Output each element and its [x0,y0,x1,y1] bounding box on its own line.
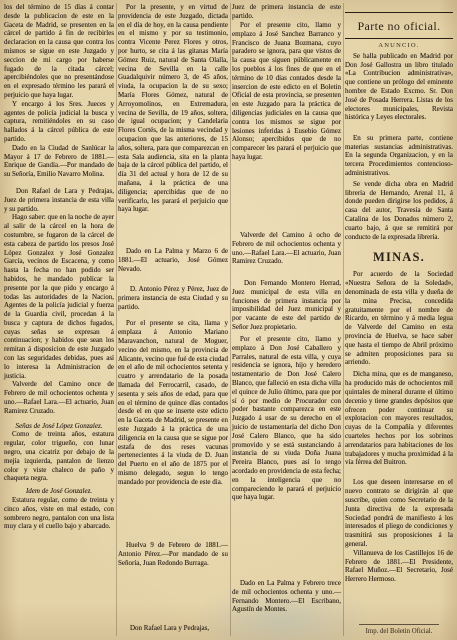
description-title: Señas de José López Gonzalez. [15,421,103,430]
edict-header: D. Antonio Pérez y Pérez, Juez de primera instancia de esta Ciudad y su partido. [118,285,228,311]
imprint-line: Imp. del Boletin Oficial. [365,628,433,636]
mines-paragraph: Los que deseen interesarse en el nuevo contrato se dirigirán al que suscribe, quien como Secretario de la Junta directiva de la expresada Sociedad pondrá de manifiesto á los interesados el pliego de condiciones y trasmitirá sus proposiciones á la general. [345,478,453,548]
column-rule-3 [343,3,344,636]
notice-paragraph: Se vende dicha obra en Madrid librería de Hernando, Arenal 11, á donde pueden dirigirse los pedidos, á casa del autor, Travesía de Santa Catalina de los Donados número 2, cuarto bajo, á que se remitirá por conducto de la expresada librería. [345,179,453,241]
notice-title: ANUNCIO. [378,42,420,49]
description-text: Como de treinta años, estatura regular, color trigueño, con lunar negro, una cicatriz por debajo de la mejía izquierda, pantalon de lienzo color y viste chaleco de paño y chaqueta negra. [4,430,114,483]
edict-signature: Valverde del Camino once de Febrero de mil ochocientos ochenta y uno.—Rafael Lara.—El actuario, Juan Ramirez Cruzado. [4,380,114,415]
mines-title: MINAS. [373,250,425,265]
mines-paragraph: Dicha mina, que es de manganeso, ha producido más de ochocientos mil quintales de mineral durante el último decenio y tiene grandes depósitos que ofrecen poder continuar su explotacion con mayores resultados, cuyas de la Compañía y diferentes cuarteles hechos por los sobrinos arrendatarios para habitaciones de los trabajadores y mucha proximidad á la vía férrea del Buitron. [345,370,453,467]
section-title: Parte no oficial. [345,12,453,39]
mines-paragraph: Por acuerdo de la Sociedad «Nuestra Señora de la Soledad», denominada de esta villa y dueña de la mina Precisa, concedida gratuitamente por el nombre de Ricardo, en término y á media legua de Valverde del Camino en esta provincia de Huelva, se hace saber que hasta el tiempo de Abril próximo se admiten proposiciones para su arriendo. [345,270,453,367]
edict-signature: Dado en La Palma y Febrero trece de mil ochocientos ochenta y uno.—Fernando Montero.—El Escribano, Agustín de Montes. [232,579,341,614]
edict-header: Juez de primera instancia de este partido. [232,3,341,20]
edict-body: Hago saber: que en la noche de ayer al salir de la cárcel en la hora de costumbre, se fugaron de la cárcel de esta cabeza de partido los presos José López Gonzalez y José Gonzalez García, vecinos de Escacena, y como hasta la fecha no han podido ser habidos, he mandado publicar la presente por la que pido y encargo á todas las autoridades de la Nacion, Agentes de la policía judicial y fuerza de la Guardia civil, procedan á la busca y captura de dichos fugados, cuyas señas se expresan á continuacion; y habidos que sean los remitan á disposicion de este Juzgado con las seguridades debidas, pues así lo interesa la Administracion de justicia. [4,213,114,380]
edict-header: Don Fernando Montero Herrad, Juez municipal de esta villa en funciones de primera instancia por imposibilidad del Juez municipal y por vacante de este del partido de Señor Juez propietario. [232,279,341,331]
edict-body: Por el presente se cita, llama y emplaza á Antonio Mariano Maravanchon, natural de Moguer, vecino del mismo, en la provincia de Alicante, vecino que fué de esta ciudad en el año de mil ochocientos setenta y cuatro y arrendatario de la posada llamada del Ferrocarril, casado, de sesenta y seis años de edad, para que en el término de quince días contados desde el en que se inserte este edicto en la Gaceta de Madrid, se presente en este Juzgado á la práctica de una diligencia en la causa que se sigue por estafa de dos reses vacunas pertenecientes á la viuda de D. Juan del Puerto en el año de 1875 por el mismo delegado, segun lo tengo mandado por providencia de este dia. [118,319,228,486]
description-title: Idem de José Gonzalez. [25,487,93,496]
imprint-rule [359,624,439,625]
edict-signature: Valverde del Camino á ocho de Febrero de mil ochocientos ochenta y uno.—Rafael Lara.—El actuario, Juan Ramirez Cruzado. [232,231,341,266]
edict-header: Don Rafael Lara y Pedrajas, [130,624,210,633]
column-2 [118,3,228,637]
mines-signature: Villanueva de los Castillejos 16 de Febrero de 1881.—El Presidente, Rafael Muñoz.—El Secretario, José Herrero Hermoso. [345,548,453,584]
notice-paragraph: Se halla publicado en Madrid por Don José Gallostra un libro titulado «La Contribucion administrativa», que contiene un prólogo del eminente hombre de Estado Excmo. Sr. Don José de Posada Herrera. Listas de los electores municipales, Revista histórica y Leyes electorales. [345,51,453,122]
edict-request: Y encargo á los Sres. Jueces y agentes de policía judicial la busca y captura, remitiéndoles en su caso hallados á la cárcel pública de este partido. [4,99,114,143]
edict-body: Por la presente, y en virtud de providencia de este Juzgado, dictada en el día de hoy, en la causa pendiente en el mismo y por su testimonio, contra Vicente Perez Flores y otros, por hurto, se cita á las gitanas María Gómez Ruiz, natural de Santa Olalla, vecina de Sevilla en la calle Guadalquivir número 3, de 45 años, viuda, la ocupacion la de su sexo; María Flores Gómez, natural de Arroyomolinos, en Extremadura, vecina de Sevilla, de 19 años, soltera, de igual ocupacion; y Candelaria Flores Cortés, de la misma vecindad y ocupacion que las anteriores, de 15 años, soltera, para que comparezcan en esta Sala audiencia, sita en la planta baja de la cárcel pública del partido, el día 31 del actual y hora de 12 de su mañana, á la práctica de una diligencia; apercibidas que de no verificarlo, les parará el perjuicio que haya lugar. [118,3,228,214]
notice-paragraph: En su primera parte, contiene materias sustancias administrativas. En la segunda Organizacion, y en la tercera Procedimientos contencioso-administrativos. [345,133,453,177]
column-rule-1 [116,3,117,636]
edict-body: Por el presente cito, llamo y emplazo á Don José Caballero y Parrales, natural de esta villa, y cuya residencia se ignora, hijo y heredero testamentario de Don José Calero Blanco, que falleció en esta dicha villa el quince de Julio último, para que por sí ó por medio de Procurador con poder bastante comparezca en este Juzgado á usar de su derecho en el juicio de testamentaría del dicho Don José Calero Blanco, que ha sido promovido y se está sustanciando á instancia de su viuda Doña Juana Pereira Blanco, pues así lo tengo acordado en providencia de esta fecha; en la inteligencia que no compareciendo le parará el perjuicio que haya lugar. [232,335,341,502]
column-1 [4,3,114,637]
edict-header: Don Rafael de Lara y Pedrajas, Juez de primera instancia de esta villa y su partido. [4,186,114,213]
column-4 [345,3,453,637]
edict-signature: Huelva 9 de Febrero de 1881.—Antonio Pérez.—Por mandado de su Señoría, Juan Redondo Burraga. [118,541,228,567]
column-rule-2 [230,3,231,636]
column-3 [232,3,341,637]
edict-signature: Dado en La Palma y Marzo 6 de 1881.—El actuario, José Gómez Nevado. [118,247,228,273]
description-text: Estatura regular, como de treinta y cinco años, viste en mal estado, con sombrero negro, pantalon con una lista muy clara y el cuello bajo y abarcado. [4,496,114,531]
edict-continuation: los del término de 15 días á contar desde la publicacion de este en la Gaceta de Madrid, se presenten en la cárcel de partido á fin de recibirles declaracion en la causa que contra los mismos se sigue en este Juzgado y seccion de mi cargo por haberse fugado de la citada cárcel; apercibiéndoles que no presentándose en el expresado término les parará el perjuicio que haya lugar. [4,3,114,99]
edict-body: Por el presente cito, llamo y emplazo á José Sanchez Barranco y Francisco de Juana Bozmana, cuyo paradero se ignora, para que vistos de la causa que siguen públicamente en los pueblos á los fines de que en el término de 10 días contados desde la insercion de este edicto en el Boletin Oficial de esta provincia, se presenten en este Juzgado para la práctica de diligencias judiciales en la causa que contra los mismos se sigue por lesiones inferidas á Eusebio Gómez Alonso; apercibidos que de no comparecer les parará el perjuicio que haya lugar. [232,21,341,161]
edict-signature: Dado en la Ciudad de Sanlúcar la Mayor á 17 de Febrero de 1881.—Enrique de Gandía.—Por mandado de su Señoría, Emilio Navarro Molina. [4,143,114,179]
